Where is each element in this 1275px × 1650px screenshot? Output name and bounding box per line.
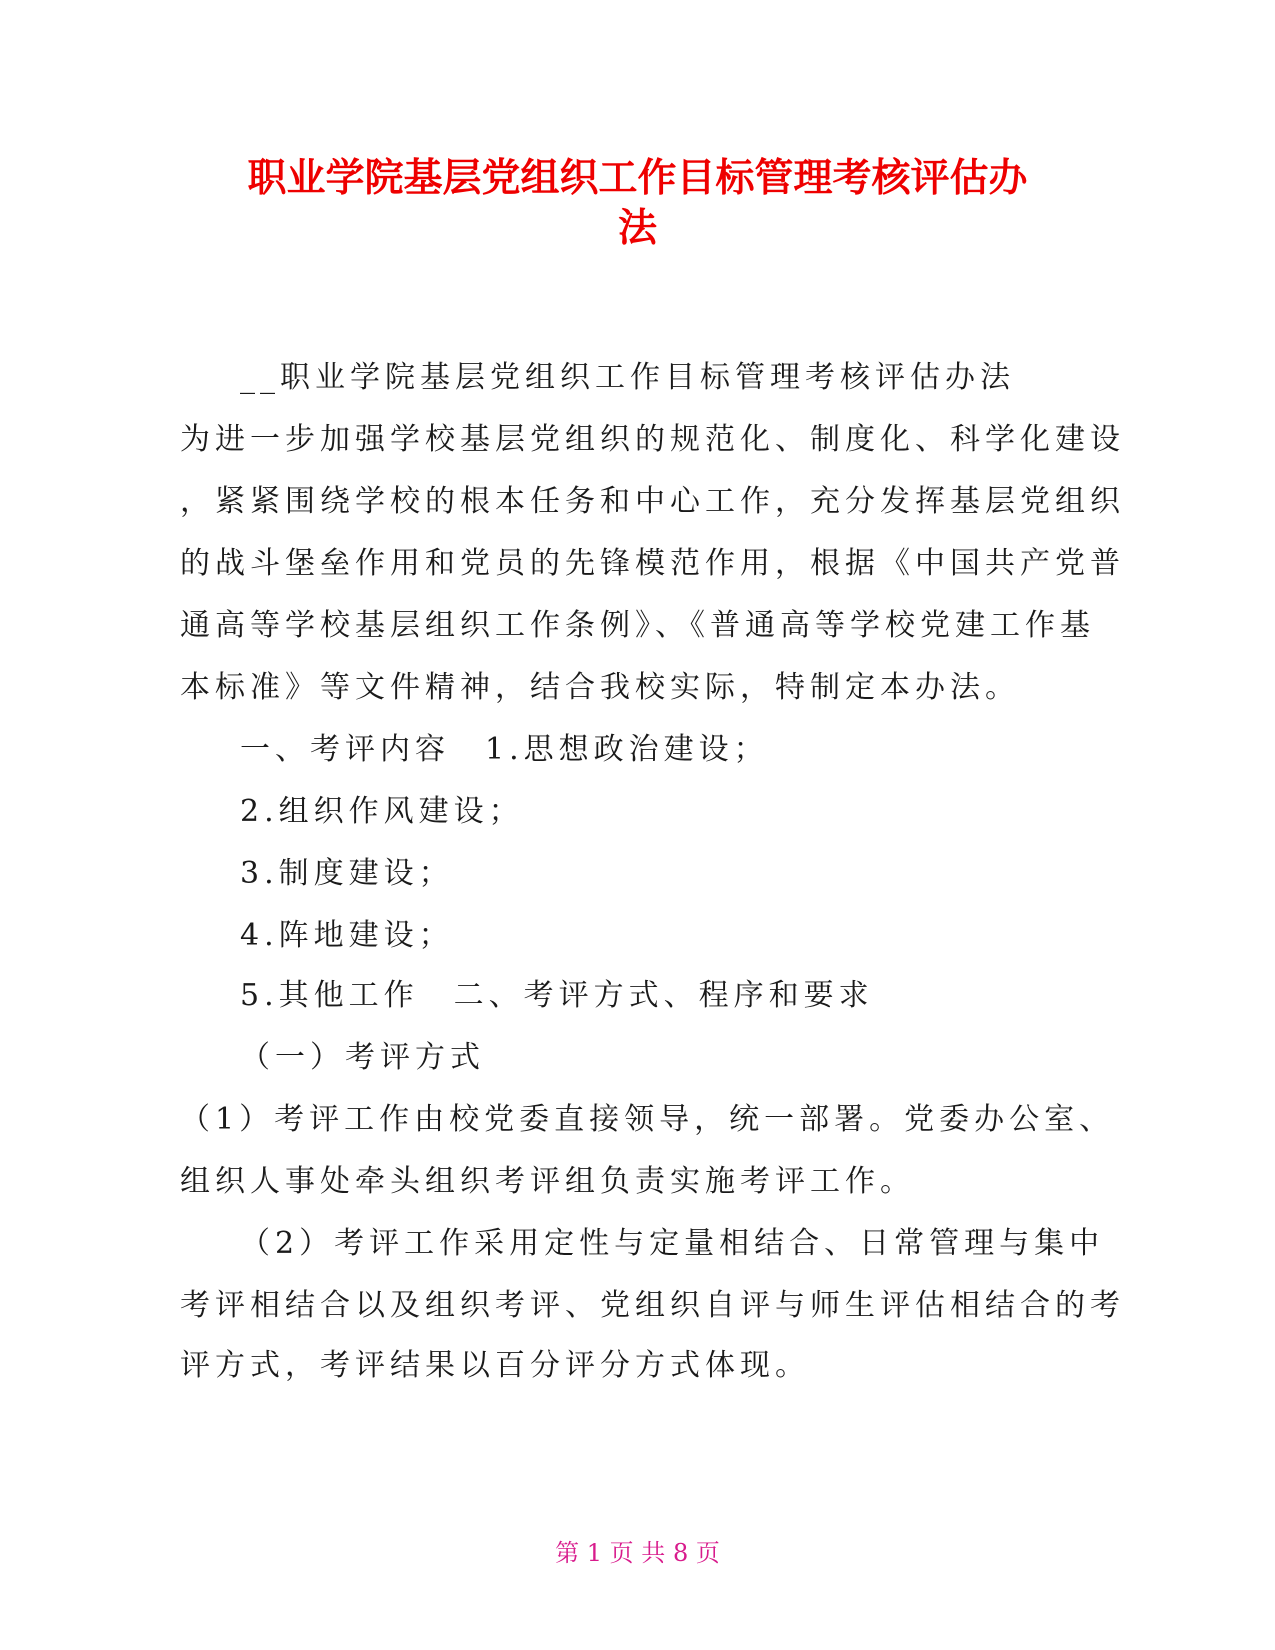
body-line: 3.制度建设； bbox=[240, 856, 454, 891]
body-line: 通高等学校基层组织工作条例》、《普通高等学校党建工作基 bbox=[180, 608, 1095, 643]
document-title-line-2: 法 bbox=[617, 206, 657, 251]
body-line: ，紧紧围绕学校的根本任务和中心工作，充分发挥基层党组织 bbox=[180, 484, 1125, 519]
body-line: 组织人事处牵头组织考评组负责实施考评工作。 bbox=[180, 1164, 915, 1199]
body-line: （2）考评工作采用定性与定量相结合、日常管理与集中 bbox=[240, 1226, 1105, 1261]
body-line: 5.其他工作 二、考评方式、程序和要求 bbox=[240, 978, 874, 1013]
body-line: __职业学院基层党组织工作目标管理考核评估办法 bbox=[240, 360, 1015, 395]
body-line: （1）考评工作由校党委直接领导，统一部署。党委办公室、 bbox=[180, 1102, 1115, 1137]
body-line: 2.组织作风建设； bbox=[240, 794, 524, 829]
body-line: 4.阵地建设； bbox=[240, 918, 454, 953]
body-line: 一、考评内容 1.思想政治建设； bbox=[240, 732, 769, 767]
body-line: 考评相结合以及组织考评、党组织自评与师生评估相结合的考 bbox=[180, 1288, 1125, 1323]
page-number-footer: 第 1 页 共 8 页 bbox=[555, 1539, 720, 1567]
body-line: 评方式，考评结果以百分评分方式体现。 bbox=[180, 1348, 810, 1383]
body-line: 本标准》等文件精神，结合我校实际，特制定本办法。 bbox=[180, 670, 1020, 705]
body-line: 的战斗堡垒作用和党员的先锋模范作用，根据《中国共产党普 bbox=[180, 546, 1125, 581]
document-title-line-1: 职业学院基层党组织工作目标管理考核评估办 bbox=[247, 156, 1028, 201]
body-line: 为进一步加强学校基层党组织的规范化、制度化、科学化建设 bbox=[180, 422, 1125, 457]
body-line: （一）考评方式 bbox=[240, 1040, 485, 1075]
